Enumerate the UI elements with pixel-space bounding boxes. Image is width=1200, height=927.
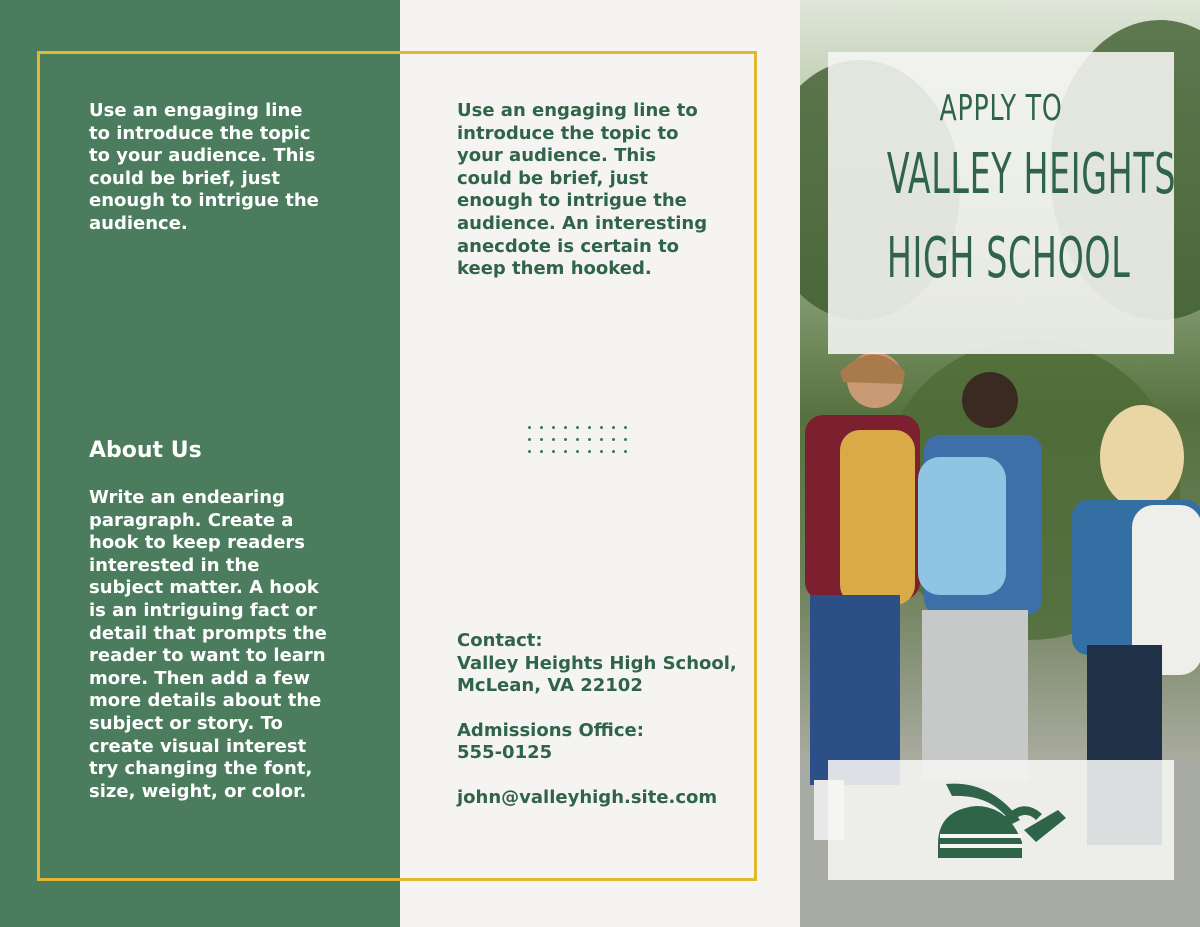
title-school-line1: VALLEY HEIGHTS [886, 142, 1177, 207]
opera-house-logo-icon [932, 780, 1072, 860]
title-apply-to: APPLY TO [939, 88, 1063, 129]
left-intro-text: Use an engaging line to introduce the topic to your audience. This could be brief, just enough to intrigue the audience. [89, 100, 319, 234]
school-address: McLean, VA 22102 [457, 675, 643, 697]
middle-intro-text: Use an engaging line to introduce the topic to your audience. This could be brief, just enough to intrigue the audience. An interesting anecdote is certain to keep them hooked. [457, 100, 708, 280]
contact-email[interactable]: john@valleyhigh.site.com [457, 786, 718, 808]
title-school-line2: HIGH SCHOOL [886, 226, 1131, 291]
student-2 [912, 365, 1052, 785]
about-us-body: Write an endearing paragraph. Create a hook to keep readers interested in the subject matter. A hook is an intriguing fact or detail that prompts the reader to want to learn more. Then add a few more details about the subject or story. To create visual interest try changing the font, size, weight, or color. [89, 487, 327, 802]
contact-block [457, 630, 757, 810]
admissions-phone[interactable]: 555-0125 [457, 742, 553, 764]
logo-box [828, 760, 1174, 880]
contact-label: Contact: [457, 630, 543, 651]
about-us-heading: About Us [89, 438, 202, 463]
title-box [828, 52, 1177, 354]
school-name: Valley Heights High School, [457, 652, 737, 674]
dot-grid-decoration [528, 426, 632, 466]
admissions-label: Admissions Office: [457, 719, 644, 741]
